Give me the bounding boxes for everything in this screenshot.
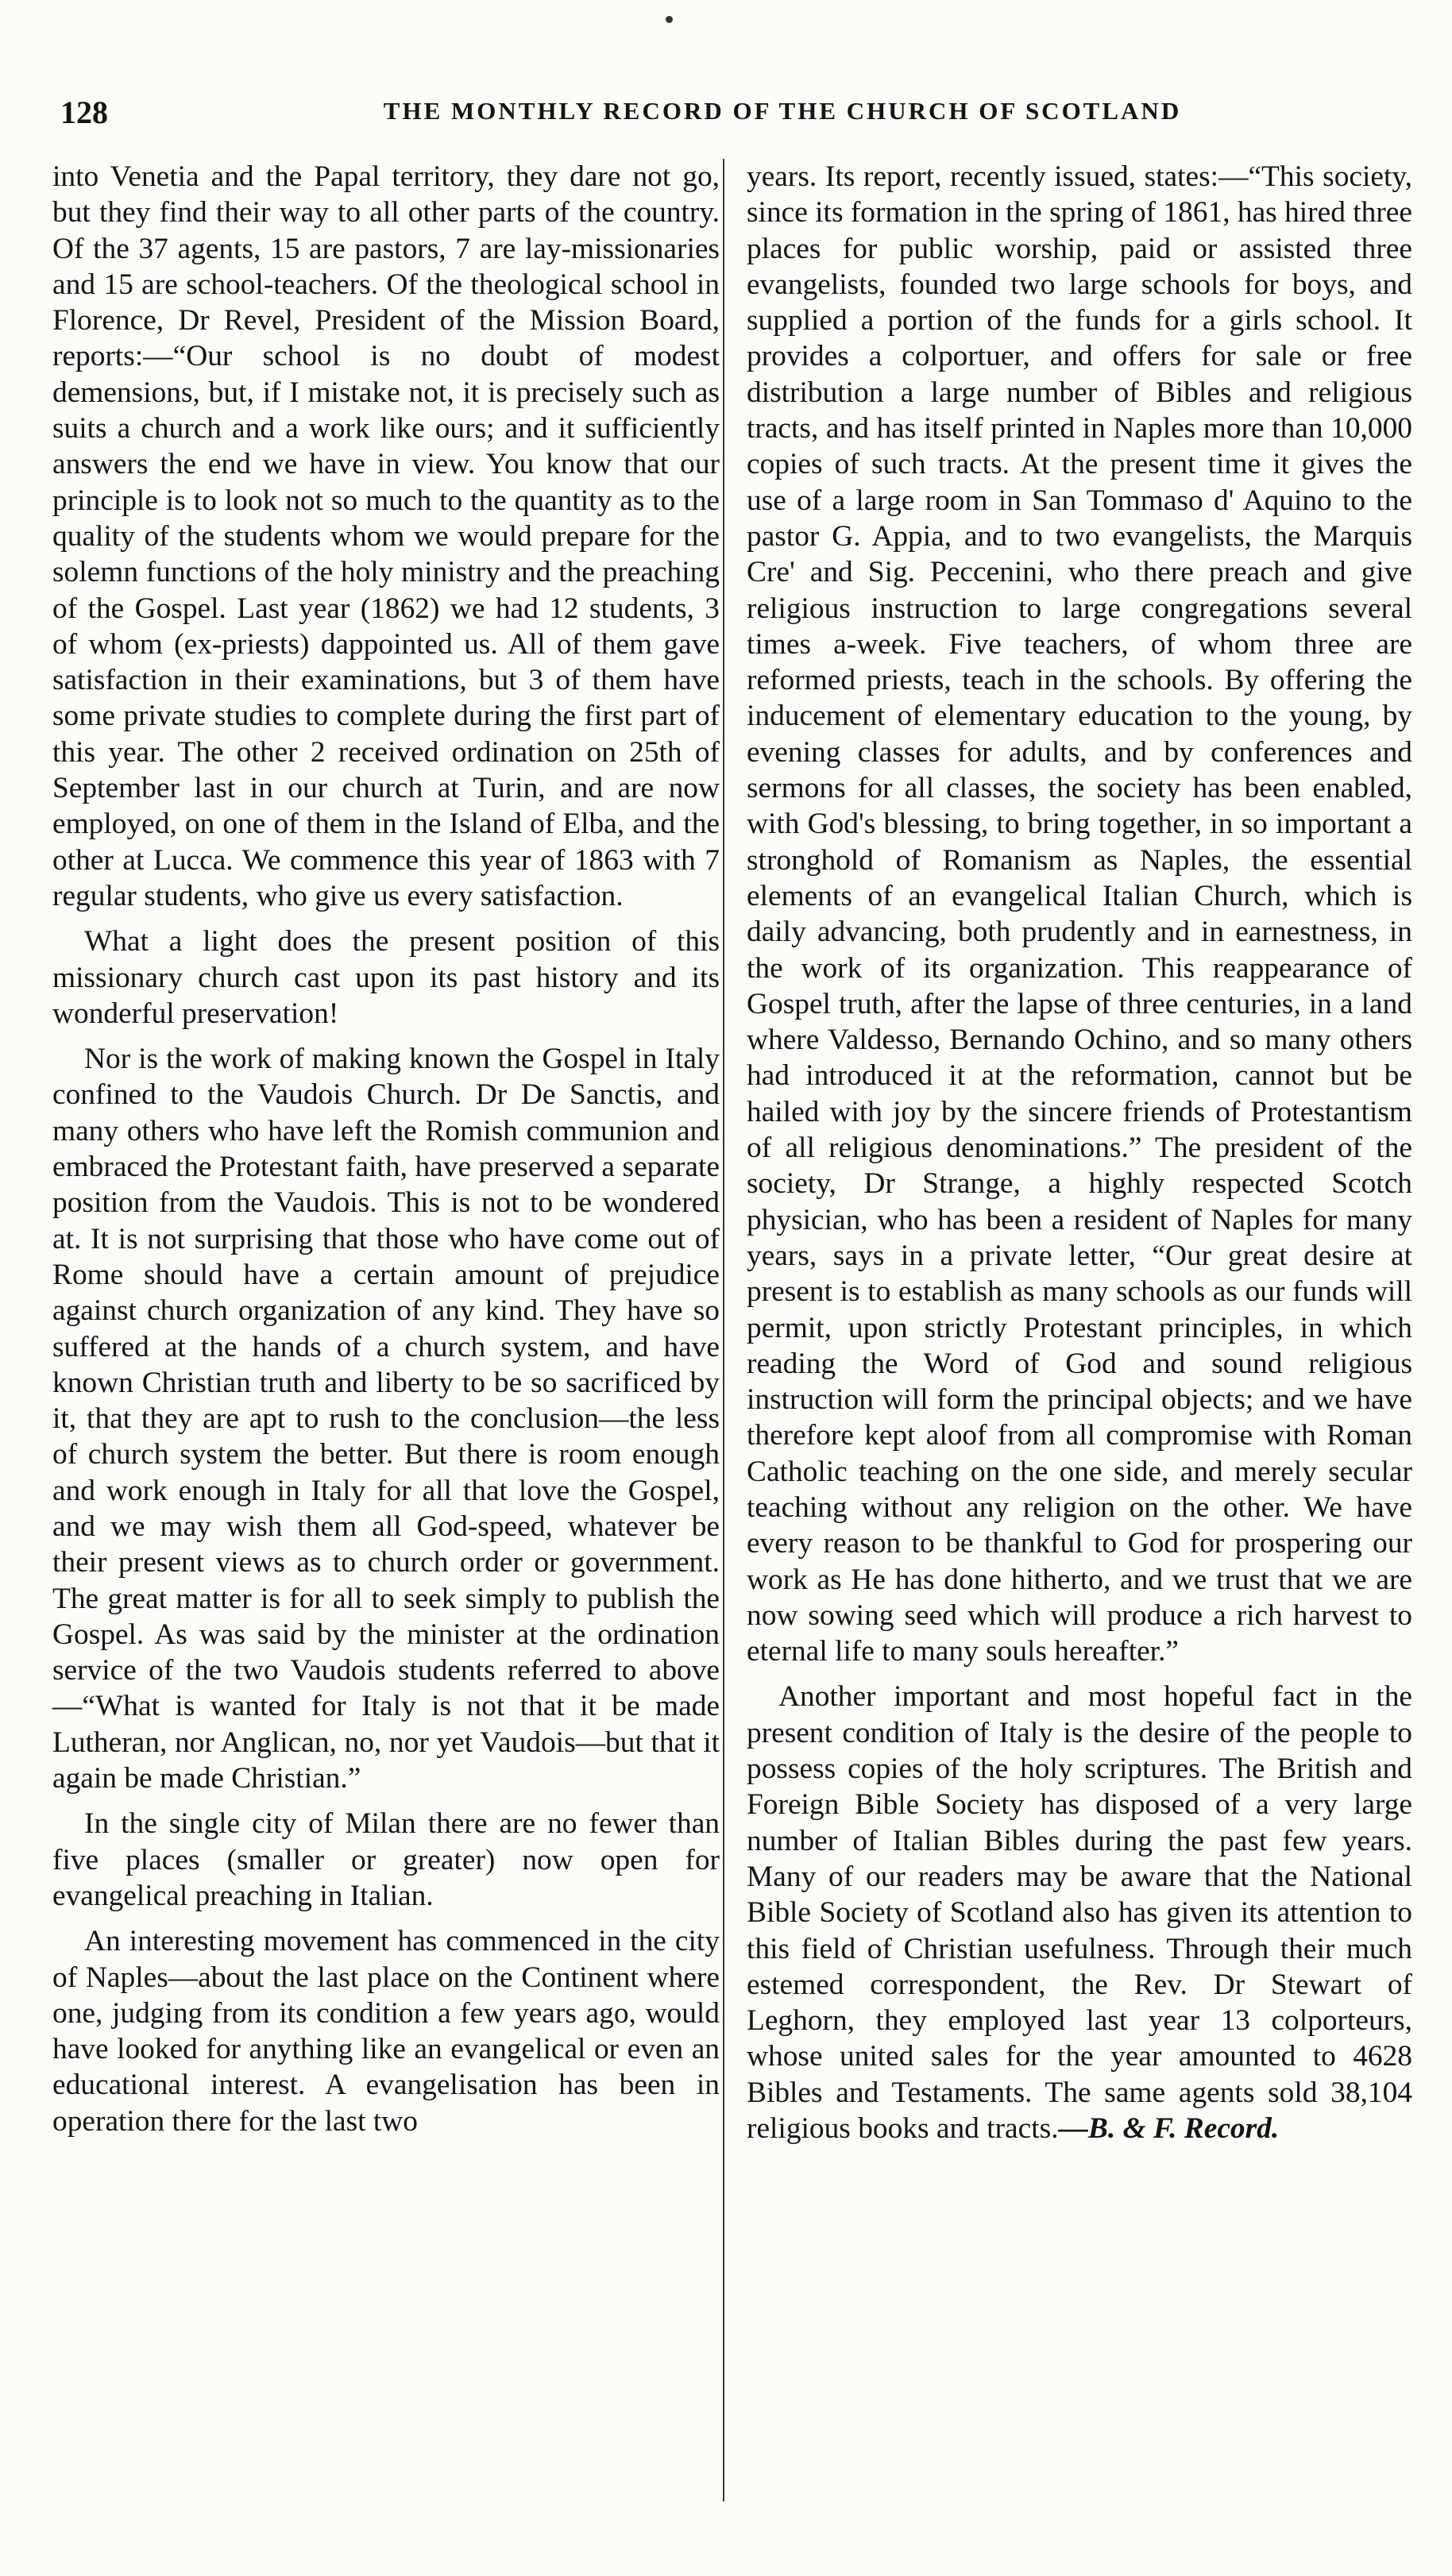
paragraph: years. Its report, recently issued, states:—“This society, since its formation in the spring of 1861, has hired three places for public worship, paid or assisted three evangelists, founded two large schools for boys, and supplied a portion of the funds for a girls school. It provides a colportuer, and offers for sale or free distribution a large number of Bibles and religious tracts, and has itself printed in Naples more than 10,000 copies of such tracts. At the present time it gives the use of a large room in San Tommaso d' Aquino to the pastor G. Appia, and to two evangelists, the Marquis Cre' and Sig. Peccenini, who there preach and give religious instruction to large congregations several times a-week. Five teachers, of whom three are reformed priests, teach in the schools. By offering the inducement of elementary education to the young, by evening classes for adults, and by conferences and sermons for all classes, the society has been enabled, with God's blessing, to bring together, in so important a stronghold of Romanism as Naples, the essential elements of an evangelical Italian Church, which is daily advancing, both prudently and in earnestness, in the work of its organization. This reappearance of Gospel truth, after the lapse of three centuries, in a land where Valdesso, Bernando Ochino, and so many others had introduced it at the reformation, cannot but be hailed with joy by the sincere friends of Protestantism of all religious denominations.” The president of the society, Dr Strange, a highly respected Scotch physician, who has been a resident of Naples for many years, says in a private letter, “Our great desire at present is to establish as many schools as our funds will permit, upon strictly Protestant principles, in which reading the Word of God and sound religious instruction will form the principal objects; and we have therefore kept aloof from all compromise with Roman Catholic teaching on the one side, and merely secular teaching without any religion on the other. We have every reason to be thankful to God for prospering our work as He has done hitherto, and we trust that we are now sowing seed which will produce a rich harvest to eternal life to many souls hereafter.” <box>747 160 1412 1668</box>
column-divider <box>723 159 724 2501</box>
paragraph: What a light does the present position of this missionary church cast upon its past history and its wonderful preservation! <box>52 925 720 1030</box>
paragraph: Nor is the work of making known the Gospel in Italy confined to the Vaudois Church. Dr De Sanctis, and many others who have left the Romish communion and embraced the Protestant faith, have preserved a separate position from the Vaudois. This is not to be wondered at. It is not surprising that those who have come out of Rome should have a certain amount of prejudice against church organization of any kind. They have so suffered at the hands of a church system, and have known Christian truth and liberty to be so sacrificed by it, that they are apt to rush to the conclusion—the less of church system the better. But there is room enough and work enough in Italy for all that love the Gospel, and we may wish them all God-speed, whatever be their present views as to church order or government. The great matter is for all to seek simply to publish the Gospel. As was said by the minister at the ordination service of the two Vaudois students referred to above—“What is wanted for Italy is not that it be made Lutheran, nor Anglican, no, nor yet Vaudois—but that it again be made Christian.” <box>52 1043 720 1795</box>
paragraph: An interesting movement has commenced in the city of Naples—about the last place on the Continent where one, judging from its condition a few years ago, would have looked for anything like an evangelical or even an educational interest. A evangelisation has been in operation there for the last two <box>52 1925 720 2138</box>
paragraph: In the single city of Milan there are no fewer than five places (smaller or greater) now open for evangelical preaching in Italian. <box>52 1807 720 1912</box>
paragraph: into Venetia and the Papal territory, they dare not go, but they find their way to all other parts of the country. Of the 37 agents, 15 are pastors, 7 are lay-missionaries and 15 are school-teachers. Of the theological school in Florence, Dr Revel, President of the Mission Board, reports:—“Our school is no doubt of modest demensions, but, if I mistake not, it is precisely such as suits a church and a work like ours; and it sufficiently answers the end we have in view. You know that our principle is to look not so much to the quantity as to the quality of the students whom we would prepare for the solemn functions of the holy ministry and the preaching of the Gospel. Last year (1862) we had 12 students, 3 of whom (ex-priests) dappointed us. All of them gave satisfaction in their examinations, but 3 of them have some private studies to complete during the first part of this year. The other 2 received ordination on 25th of September last in our church at Turin, and are now employed, on one of them in the Island of Elba, and the other at Lucca. We commence this year of 1863 with 7 regular students, who give us every satisfaction. <box>52 160 720 912</box>
paragraph <box>747 1679 1412 2146</box>
right-column <box>747 159 1412 2156</box>
page-header <box>56 94 1398 141</box>
paragraph-text: Another important and most hopeful fact in the present condition of Italy is the desire of the people to possess copies of the holy scriptures. The British and Foreign Bible Society has disposed of a very large number of Italian Bibles during the past few years. Many of our readers may be aware that the National Bible Society of Scotland also has given its attention to this field of Christian usefulness. Through their much estemed correspondent, the Rev. Dr Stewart of Leghorn, they employed last year 13 colporteurs, whose united sales for the year amounted to 4628 Bibles and Testaments. The same agents sold 38,104 religious books and tracts. <box>747 1680 1412 2146</box>
ink-dot <box>666 16 673 23</box>
source-citation: —B. & F. Record. <box>1058 2112 1280 2146</box>
page-number: 128 <box>60 94 108 130</box>
left-column <box>52 159 720 2149</box>
running-title: THE MONTHLY RECORD OF THE CHURCH OF SCOTLAND <box>383 97 1182 125</box>
